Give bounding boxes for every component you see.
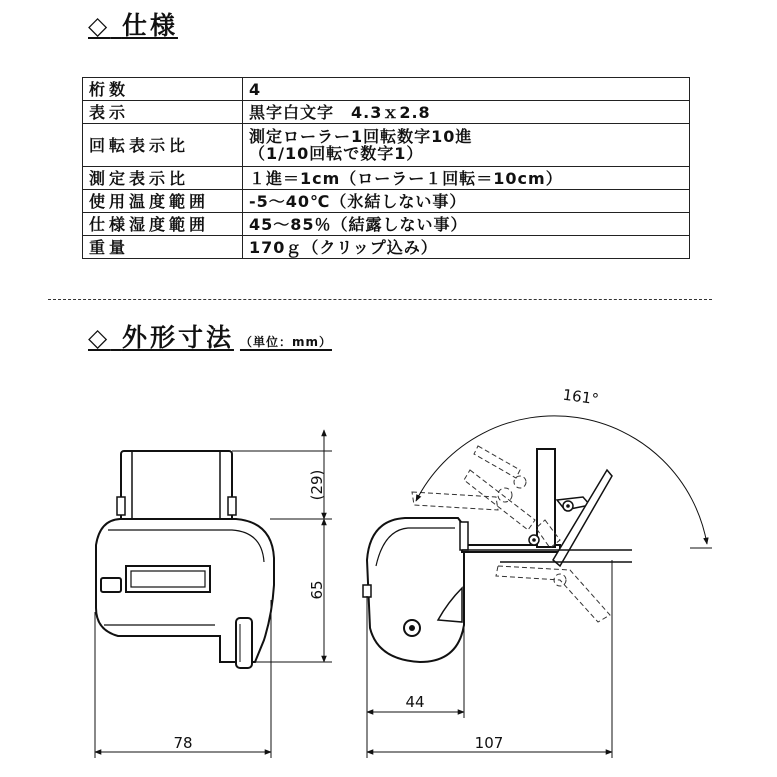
dim-side-depth: 44 (405, 693, 425, 711)
spec-value: 測定ローラー1回転数字10進 (249, 127, 473, 146)
unit-label: （単位：mm） (239, 335, 332, 349)
dim-side-total: 107 (474, 734, 504, 752)
spec-label: 使用温度範囲 (83, 190, 243, 213)
spec-title: 仕様 (121, 11, 178, 40)
spec-label: 表示 (83, 101, 243, 124)
front-view (96, 451, 274, 668)
side-body (367, 518, 464, 662)
spec-label: 測定表示比 (83, 167, 243, 190)
spec-label: 重量 (83, 236, 243, 259)
spec-label: 仕様湿度範囲 (83, 213, 243, 236)
spec-value: 4 (243, 78, 690, 101)
diamond-icon: ◇ (88, 323, 111, 352)
spec-value: 黒字白文字 4.3ｘ2.8 (243, 101, 690, 124)
counter-window (126, 566, 210, 592)
roller (236, 618, 252, 668)
spec-value-line2: （1/10回転で数字1） (249, 144, 424, 163)
diamond-icon: ◇ (88, 11, 111, 40)
spec-label: 桁数 (83, 78, 243, 101)
dim-body-height: 65 (308, 580, 326, 600)
dim-swing-angle: 161° (561, 385, 600, 409)
reset-button (101, 578, 121, 592)
clip-part (121, 451, 232, 524)
spec-label: 回転表示比 (83, 124, 243, 167)
spec-value: -5～40℃（氷結しない事） (243, 190, 690, 213)
spec-value: １進＝1cm（ローラー１回転＝10cm） (243, 167, 690, 190)
spec-value: 45～85％（結露しない事） (243, 213, 690, 236)
side-view (363, 449, 632, 662)
dim-clip-height: (29) (308, 469, 326, 501)
clip-jaw (537, 449, 555, 547)
dim-front-width: 78 (173, 734, 193, 752)
dims-title: 外形寸法 (121, 323, 234, 352)
spec-value: 170ｇ（クリップ込み） (243, 236, 690, 259)
